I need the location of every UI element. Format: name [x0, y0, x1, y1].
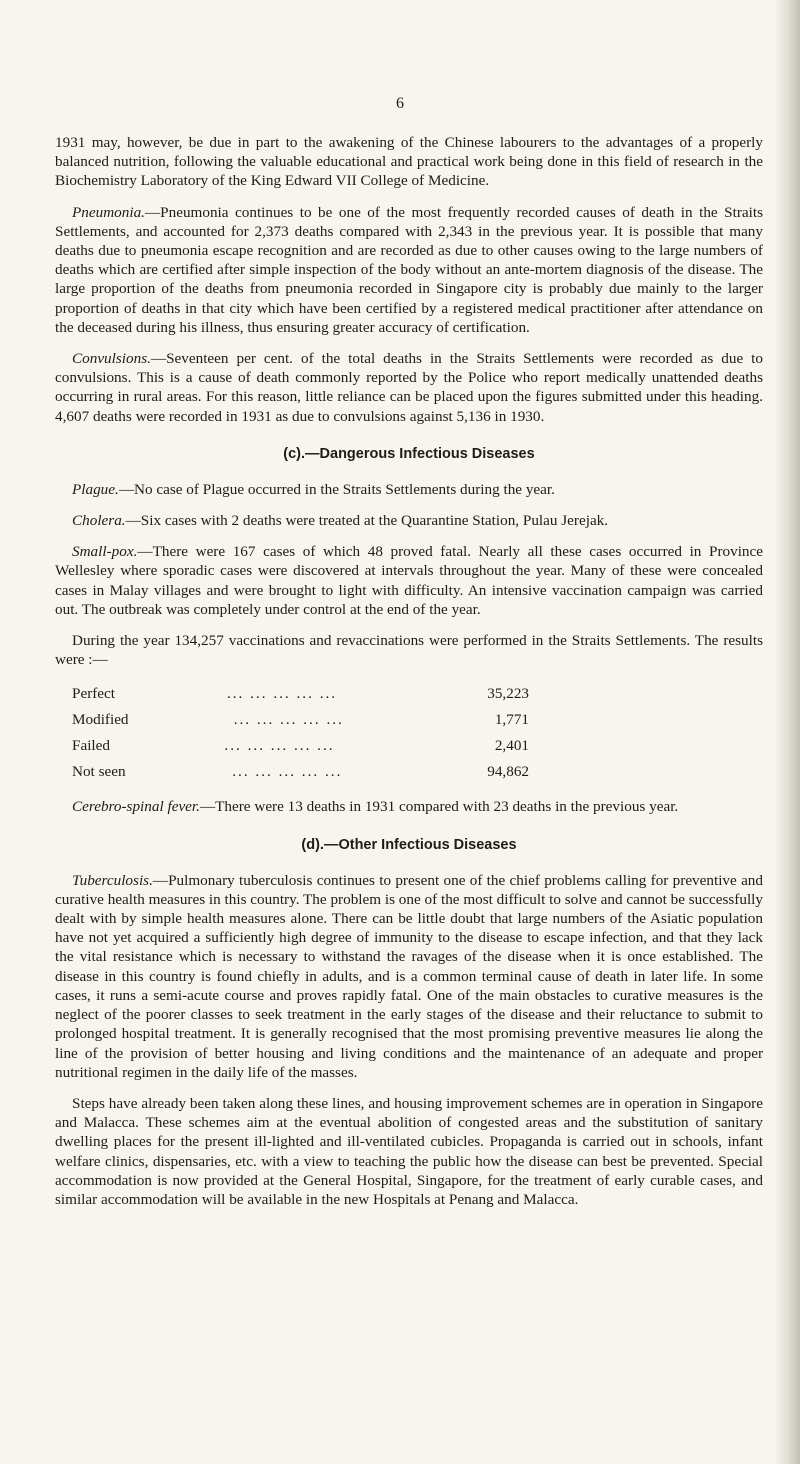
plague-paragraph	[55, 480, 763, 499]
result-leader-dots: ... ... ... ... ...	[233, 711, 344, 729]
result-value: 2,401	[494, 737, 529, 755]
document-page	[55, 133, 763, 1221]
cerebro-text: —There were 13 deaths in 1931 compared with 23 deaths in the previous year.	[199, 798, 679, 816]
result-leader-dots: ... ... ... ... ...	[224, 737, 335, 755]
section-heading-c: (c).—Dangerous Infectious Diseases	[283, 445, 535, 462]
result-leader-dots: ... ... ... ... ...	[232, 763, 343, 781]
result-label: Failed	[72, 737, 110, 755]
cerebro-lead: Cerebro-spinal fever.	[72, 798, 200, 816]
plague-lead: Plague.	[72, 480, 119, 498]
result-leader-dots: ... ... ... ... ...	[226, 685, 338, 703]
result-value: 1,771	[494, 711, 529, 729]
tuberculosis-lead: Tuberculosis.	[72, 871, 153, 889]
vaccination-results-table	[72, 681, 529, 785]
page-number: 6	[396, 95, 404, 112]
steps-paragraph	[55, 1094, 763, 1209]
section-heading-d: (d).—Other Infectious Diseases	[301, 836, 517, 853]
cholera-lead: Cholera.	[72, 512, 126, 530]
cholera-paragraph	[55, 511, 763, 530]
result-value: 94,862	[487, 763, 529, 781]
convulsions-paragraph	[55, 349, 763, 426]
intro-paragraph	[55, 133, 763, 191]
vaccination-text: During the year 134,257 vaccinations and revaccinations were performed in the Straits Settlements. The results were :—	[55, 632, 763, 669]
tuberculosis-paragraph	[55, 871, 763, 1082]
steps-text: Steps have already been taken along these lines, and housing improvement schemes are in operation in Singapore and Malacca. These schemes aim at the eventual abolition of congested areas and the substitution of sanitary dwelling places for the present ill-lighted and ill-ventilated cubicles. Propaganda is carried out in schools, infant welfare clinics, dispensaries, etc. with a view to teaching the public how the disease can best be prevented. Special accommodation is now provided at the General Hospital, Singapore, for the treatment of early curable cases, and similar accommodation will be available in the new Hospitals at Penang and Malacca.	[55, 1094, 763, 1208]
smallpox-text: —There were 167 cases of which 48 proved fatal. Nearly all these cases occurred in Province Wellesley where sporadic cases were discovered at intervals throughout the year. Many of these were concealed cases in Malay villages and were brought to light with difficulty. An intensive vaccination campaign was carried out. The outbreak was completely under control at the end of the year.	[55, 543, 763, 618]
cholera-text: —Six cases with 2 deaths were treated at the Quarantine Station, Pulau Jerejak.	[125, 512, 609, 530]
result-label: Modified	[72, 711, 129, 729]
page-edge-shadow	[774, 0, 800, 1464]
tuberculosis-text: —Pulmonary tuberculosis continues to present one of the chief problems calling for preventive and curative health measures in this country. The problem is one of the most difficult to solve and cannot be successfully dealt with by simple health measures alone. There can be little doubt that large numbers of the Asiatic population have not yet acquired a sufficiently high degree of immunity to the disease to escape infection, and that they lack the vital resistance which is necessary to withstand the ravages of the disease when it is once established. The disease in this country is found chiefly in adults, and is a common terminal cause of death in later life. In some cases, it runs a semi-acute course and proves rapidly fatal. One of the main obstacles to curative measures is the neglect of the poorer classes to seek treatment in the early stages of the disease and their reluctance to submit to prolonged hospital treatment. It is generally recognised that the most promising preventive measures lie along the line of the provision of better housing and living conditions and the maintenance of an adequate and proper nutritional regimen in the daily life of the masses.	[55, 871, 763, 1081]
result-row-modified	[72, 707, 529, 733]
result-row-failed	[72, 733, 529, 759]
plague-text: —No case of Plague occurred in the Straits Settlements during the year.	[118, 480, 555, 498]
convulsions-text: —Seventeen per cent. of the total deaths in the Straits Settlements were recorded as due to convulsions. This is a cause of death commonly reported by the Police who report medically unattended deaths occurring in rural areas. For this reason, little reliance can be placed upon the figures submitted under this heading. 4,607 deaths were recorded in 1931 as due to convulsions against 5,136 in 1930.	[55, 350, 763, 425]
pneumonia-paragraph	[55, 203, 763, 337]
result-row-perfect	[72, 681, 529, 707]
result-value: 35,223	[487, 685, 529, 703]
pneumonia-text: —Pneumonia continues to be one of the most frequently recorded causes of death in the Straits Settlements, and accounted for 2,373 deaths compared with 2,343 in the previous year. It is possible that many deaths due to pneumonia escape recognition and are recorded as due to other causes owing to the large numbers of deaths which are certified after simple inspection of the body without an ante-mortem diagnosis of the disease. The large proportion of the deaths from pneumonia recorded in Singapore city is probably due mainly to the larger proportion of deaths in that city which have been certified by a registered medical practitioner after attendance on the deceased during his illness, thus ensuring greater accuracy of certification.	[55, 203, 763, 336]
result-row-not-seen	[72, 759, 529, 785]
pneumonia-lead: Pneumonia.	[72, 203, 145, 221]
result-label: Not seen	[72, 763, 126, 781]
cerebro-paragraph	[55, 797, 763, 816]
result-label: Perfect	[72, 685, 116, 703]
smallpox-lead: Small-pox.	[72, 543, 138, 561]
convulsions-lead: Convulsions.	[72, 350, 151, 368]
vaccination-paragraph	[55, 631, 763, 669]
intro-text: 1931 may, however, be due in part to the awakening of the Chinese labourers to the advantages of a properly balanced nutrition, following the valuable educational and practical work being done in this field of research in the Biochemistry Laboratory of the King Edward VII College of Medicine.	[55, 134, 763, 190]
smallpox-paragraph	[55, 542, 763, 619]
